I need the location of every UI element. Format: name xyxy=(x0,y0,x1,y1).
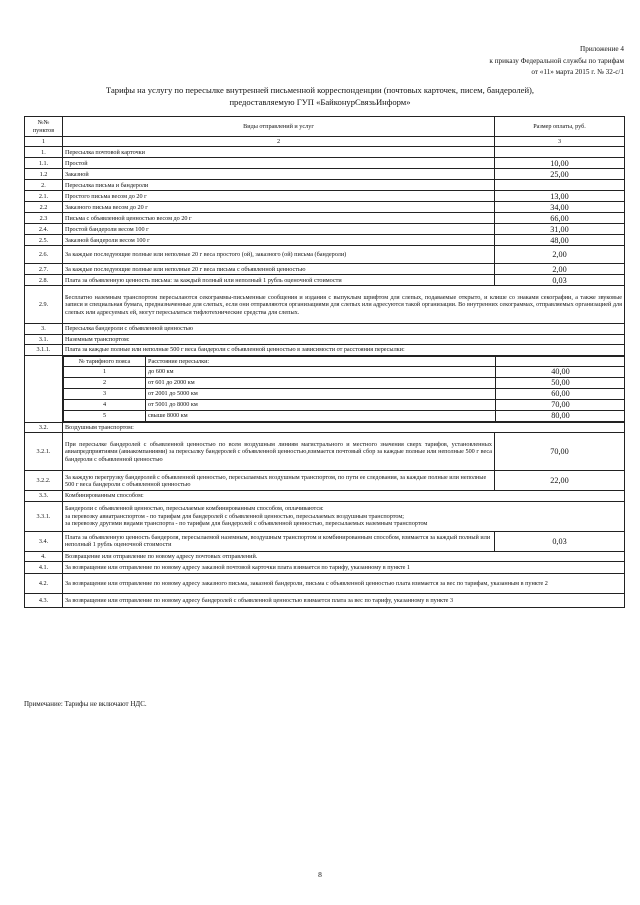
row-description: За каждую перегрузку бандеролей с объявленной ценностью, пересылаемых воздушным транспортом, по пути ее следования, за каждые полные или неполные 500 г веса бандероли с объявленной ценностью xyxy=(63,471,495,491)
row-number: 2.7. xyxy=(25,264,63,275)
row-description: Простой xyxy=(63,158,495,169)
table-row xyxy=(25,531,625,551)
row-description: Бесплатно наземным транспортом пересылаются секограммы-письменные сообщения и издания с выпуклым шрифтом для слепых, подаваемые открыто, и клише со знаками секографии, а также звуковые записи и специальная бумага, предназначенные для слепых, если они отправляются организациями для слепых или адресуются такой организации. Во внутренних секограммах, отправляемых организацией для слепых или адресуемых ей, могут пересылаться тифлотехнические средства для слепых. xyxy=(63,286,625,324)
title-line-2: предоставляемую ГУП «БайконурСвязьИнформ» xyxy=(229,97,411,107)
zones-header-row xyxy=(64,356,625,366)
table-row xyxy=(25,334,625,344)
row-description: Плата за каждые полные или неполные 500 г веса бандероли с объявленной ценностью в зависимости от расстояния пересылки: xyxy=(63,345,625,355)
zone-price: 70,00 xyxy=(496,400,625,411)
row-description: Плата за объявленную ценность письма: за каждый полный или неполный 1 рубль оценочной стоимости xyxy=(63,275,495,286)
row-description: За возвращение или отправление по новому адресу заказной почтовой карточки плата взимается по тарифу, указанному в пункте 1 xyxy=(63,562,625,574)
table-row xyxy=(25,562,625,574)
row-number: 3.2.1. xyxy=(25,433,63,471)
row-price: 48,00 xyxy=(495,235,625,246)
col-number-1: 1 xyxy=(25,137,63,147)
row-number: 2.9. xyxy=(25,286,63,324)
row-number: 3.1. xyxy=(25,334,63,344)
zone-number: 5 xyxy=(64,411,146,422)
row-number: 3.3. xyxy=(25,491,63,501)
page-number: 8 xyxy=(318,870,322,879)
row-number: 4.2. xyxy=(25,574,63,594)
zone-number: 1 xyxy=(64,367,146,378)
appendix-order-ref: к приказу Федеральной службы по тарифам xyxy=(489,56,624,65)
table-row xyxy=(25,471,625,491)
table-row xyxy=(25,158,625,169)
header-price: Размер оплаты, руб. xyxy=(495,117,625,137)
row-price: 66,00 xyxy=(495,213,625,224)
title-line-1: Тарифы на услугу по пересылке внутренней письменной корреспонденции (почтовых карточек, писем, бандеролей), xyxy=(105,85,535,95)
row-number: 2.8. xyxy=(25,275,63,286)
row-description: За каждые последующие полные или неполные 20 г веса письма с объявленной ценностью xyxy=(63,264,495,275)
table-row xyxy=(25,213,625,224)
combined-line-2: за перевозку авиатранспортом - по тарифам для бандеролей с объявленной ценностью, пересылаемых воздушным транспортом; xyxy=(65,512,404,520)
row-price: 70,00 xyxy=(495,433,625,471)
zone-number: 3 xyxy=(64,389,146,400)
zone-row xyxy=(64,411,625,422)
row-description: Заказной бандероли весом 100 г xyxy=(63,235,495,246)
row-price: 2,00 xyxy=(495,264,625,275)
row-price xyxy=(495,147,625,158)
table-header-row xyxy=(25,117,625,137)
row-number: 2. xyxy=(25,180,63,191)
row-description: Заказной xyxy=(63,169,495,180)
row-description: Пересылка бандероли с объявленной ценностью xyxy=(63,324,625,334)
row-price xyxy=(495,180,625,191)
table-row xyxy=(25,191,625,202)
appendix-header xyxy=(374,44,624,79)
zone-row xyxy=(64,378,625,389)
table-row xyxy=(25,202,625,213)
row-description: При пересылке бандеролей с объявленной ценностью по всем воздушным линиям магистрального и местного значения сверх тарифов, установленных авиапредприятиями (авиакомпаниями) за пересылку бандеролей с объявленной ценностью,взимается почтовый сбор за каждые полные или неполные 500 г веса бандероли с объявленной ценностью xyxy=(63,433,495,471)
row-description: Заказного письма весом до 20 г xyxy=(63,202,495,213)
row-number: 2.4. xyxy=(25,224,63,235)
row-price: 2,00 xyxy=(495,246,625,264)
combined-line-3: за перевозку другими видами транспорта - по тарифам для бандеролей с объявленной ценностью, пересылаемых наземным транспортом xyxy=(65,520,428,528)
col-number-3: 3 xyxy=(495,137,625,147)
zone-distance: от 601 до 2000 км xyxy=(146,378,496,389)
row-description: Пересылка письма и бандероли xyxy=(63,180,495,191)
row-number: 3.4. xyxy=(25,531,63,551)
zones-header-distance: Расстояние пересылки: xyxy=(146,356,496,366)
header-service-type: Виды отправлений и услуг xyxy=(63,117,495,137)
row-number: 2.3 xyxy=(25,213,63,224)
row-description: За каждые последующие полные или неполные 20 г веса простого (ой), заказного (ой) письма (бандероли) xyxy=(63,246,495,264)
table-row xyxy=(25,264,625,275)
row-description: Наземным транспортом: xyxy=(63,334,625,344)
appendix-order-date: от «11» марта 2015 г. № 32-с/1 xyxy=(531,68,624,76)
row-description: Воздушным транспортом: xyxy=(63,423,625,433)
row-number: 3.2. xyxy=(25,423,63,433)
row-description: Возвращение или отправление по новому адресу почтовых отправлений. xyxy=(63,551,625,561)
column-number-row xyxy=(25,137,625,147)
row-number: 2.6. xyxy=(25,246,63,264)
table-row xyxy=(25,345,625,355)
table-row xyxy=(25,275,625,286)
row-number: 2.1. xyxy=(25,191,63,202)
row-price: 22,00 xyxy=(495,471,625,491)
zone-price: 50,00 xyxy=(496,378,625,389)
header-item-number: №№ пунктов xyxy=(25,117,63,137)
table-row xyxy=(25,423,625,433)
zones-row xyxy=(25,355,625,422)
zones-cell xyxy=(63,355,625,422)
zones-header-empty xyxy=(496,356,625,366)
zone-row xyxy=(64,400,625,411)
row-number: 3.3.1. xyxy=(25,501,63,531)
appendix-number: Приложение 4 xyxy=(580,45,624,53)
table-row xyxy=(25,491,625,501)
document-title xyxy=(60,84,580,108)
table-row xyxy=(25,594,625,608)
zone-number: 4 xyxy=(64,400,146,411)
zone-price: 80,00 xyxy=(496,411,625,422)
table-row xyxy=(25,224,625,235)
footnote: Примечание: Тарифы не включают НДС. xyxy=(24,700,147,708)
row-number: 3.1.1. xyxy=(25,345,63,355)
zone-distance: от 5001 до 8000 км xyxy=(146,400,496,411)
zones-table xyxy=(63,356,625,422)
row-description: Письма с объявленной ценностью весом до 20 г xyxy=(63,213,495,224)
row-number: 1.1. xyxy=(25,158,63,169)
row-number: 4.1. xyxy=(25,562,63,574)
zone-price: 40,00 xyxy=(496,367,625,378)
row-description: Пересылка почтовой карточки xyxy=(63,147,495,158)
row-price: 0,03 xyxy=(495,531,625,551)
tariff-table xyxy=(24,116,625,608)
row-number: 1.2 xyxy=(25,169,63,180)
table-row xyxy=(25,169,625,180)
table-row xyxy=(25,433,625,471)
row-description: За возвращение или отправление по новому адресу заказного письма, заказной бандероли, письма с объявленной ценностью плата взимается за вес по тарифам, указанным в пункте 2 xyxy=(63,574,625,594)
row-price: 31,00 xyxy=(495,224,625,235)
row-price: 0,03 xyxy=(495,275,625,286)
table-row-combined xyxy=(25,501,625,531)
row-number: 2.5. xyxy=(25,235,63,246)
row-description: Простого письма весом до 20 г xyxy=(63,191,495,202)
combined-line-1: Бандероли с объявленной ценностью, пересылаемые комбинированным способом, оплачиваются: xyxy=(65,505,324,513)
table-row-free-secograms xyxy=(25,286,625,324)
row-price: 10,00 xyxy=(495,158,625,169)
table-row xyxy=(25,180,625,191)
row-description: Комбинированным способом: xyxy=(63,491,625,501)
row-description: Простой бандероли весом 100 г xyxy=(63,224,495,235)
zone-price: 60,00 xyxy=(496,389,625,400)
zone-row xyxy=(64,389,625,400)
zones-header-zone: № тарифного пояса xyxy=(64,356,146,366)
row-number: 2.2 xyxy=(25,202,63,213)
table-row xyxy=(25,235,625,246)
table-row xyxy=(25,574,625,594)
zone-distance: свыше 8000 км xyxy=(146,411,496,422)
row-description: Плата за объявленную ценность бандероля, пересылаемой наземным, воздушным транспортом и комбинированным способом, взимается за каждый полный или неполный 1 рубль оценочной стоимости xyxy=(63,531,495,551)
table-row xyxy=(25,324,625,334)
zones-empty-cell xyxy=(25,355,63,422)
row-number: 3. xyxy=(25,324,63,334)
zone-number: 2 xyxy=(64,378,146,389)
zone-row xyxy=(64,367,625,378)
row-description: За возвращение или отправление по новому адресу бандеролей с объявленной ценностью взимается плата за вес по тарифу, указанному в пункте 3 xyxy=(63,594,625,608)
row-number: 1. xyxy=(25,147,63,158)
row-price: 13,00 xyxy=(495,191,625,202)
row-number: 3.2.2. xyxy=(25,471,63,491)
row-number: 4.3. xyxy=(25,594,63,608)
zone-distance: от 2001 до 5000 км xyxy=(146,389,496,400)
zone-distance: до 600 км xyxy=(146,367,496,378)
table-row xyxy=(25,551,625,561)
row-price: 34,00 xyxy=(495,202,625,213)
row-price: 25,00 xyxy=(495,169,625,180)
row-number: 4. xyxy=(25,551,63,561)
col-number-2: 2 xyxy=(63,137,495,147)
table-row xyxy=(25,246,625,264)
table-row xyxy=(25,147,625,158)
row-description xyxy=(63,501,625,531)
